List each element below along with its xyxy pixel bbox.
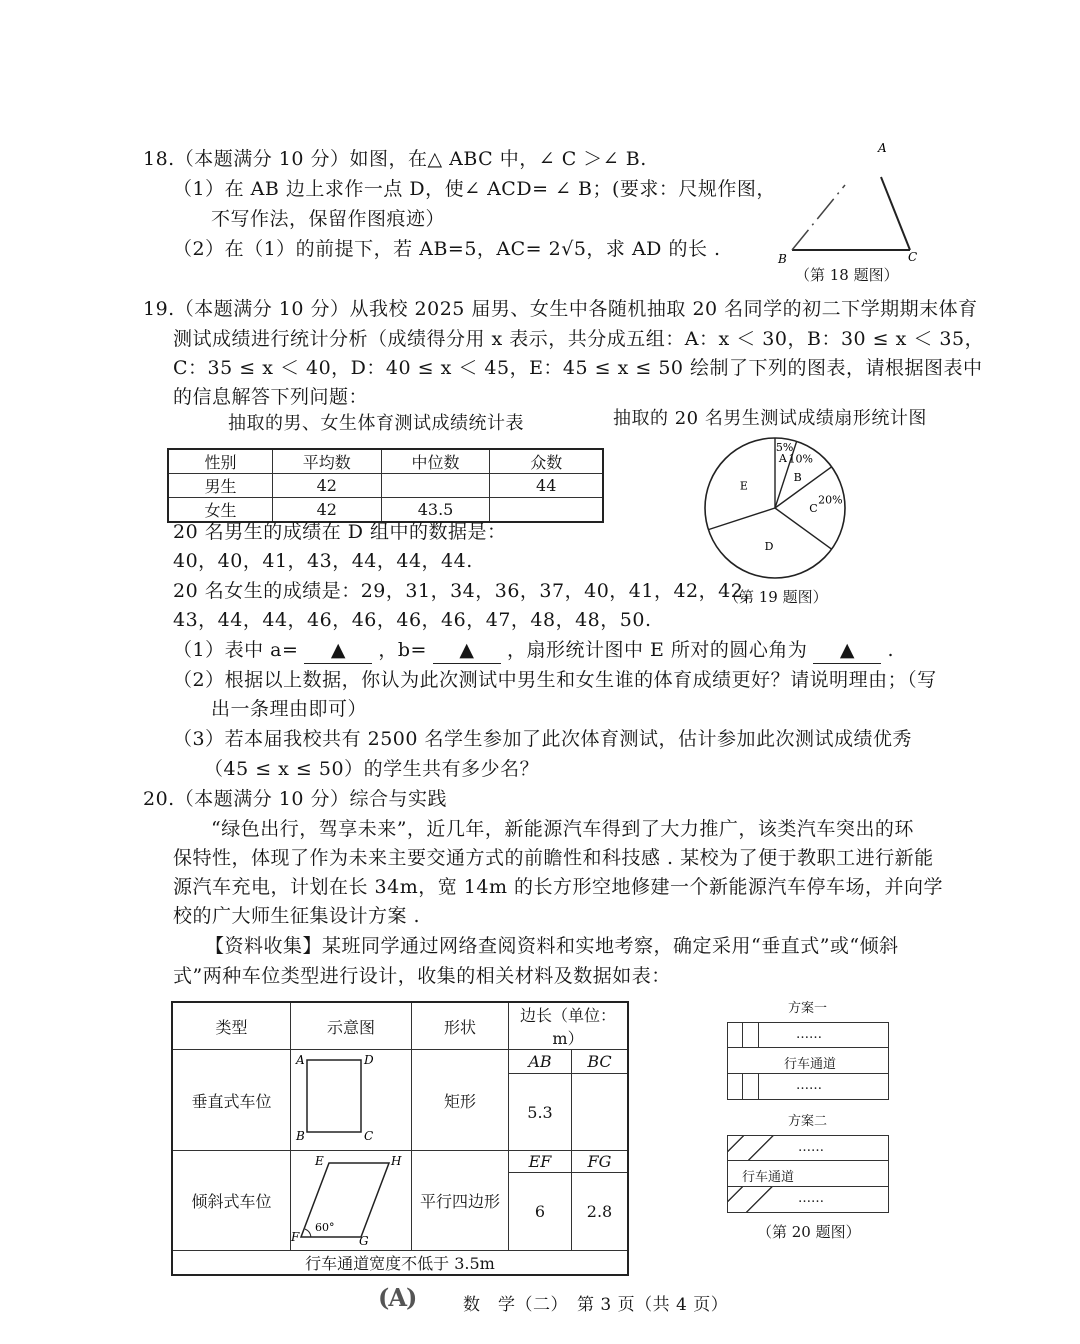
q19-pie-title: 抽取的 20 名男生测试成绩扇形统计图 [613,408,927,429]
parallelogram-diagram [291,1153,411,1245]
table-cell [490,498,603,523]
plan2-dots-top: …… [798,1140,824,1155]
table-cell [381,474,490,498]
parking-spec-table [171,1001,629,1276]
value-ab: 5.3 [509,1074,572,1151]
svg-text:60°: 60° [315,1220,335,1234]
pie-chart [700,433,850,583]
plan1-diagram [727,1022,889,1100]
d-group-data: 40，40，41，43，44，44，44. [173,550,473,572]
q18-part1-line1: （1）在 AB 边上求作一点 D，使∠ ACD= ∠ B；(要求：尺规作图， [173,178,776,200]
table-header-row [168,449,603,474]
table-cell: 42 [272,498,381,523]
plan2-diagram [727,1135,889,1213]
pie-slice-boundary-D [775,508,832,549]
q19-part1 [173,637,894,664]
q19-stem-line2: 测试成绩进行统计分析（成绩得分用 x 表示，共分成五组：A：x ＜ 30，B：30 ≤ x ＜ 35， [173,328,985,350]
table-cell: 42 [272,474,381,498]
page-footer-info: 数 学（二） 第 3 页（共 4 页） [463,1295,729,1315]
q18-part1-line2: 不写作法，保留作图痕迹） [211,208,446,230]
d-group-intro: 20 名男生的成绩在 D 组中的数据是： [173,521,507,543]
publisher-logo: (A) [378,1283,417,1312]
type-slanted: 倾斜式车位 [172,1151,291,1251]
svg-text:C: C [364,1129,374,1143]
rectangle-diagram [291,1050,411,1146]
shape-parallelogram: 平行四边形 [412,1151,509,1251]
side-ab [792,185,845,250]
score-stats-table [167,448,604,523]
vertex-a-label: A [878,141,887,155]
plan1-lane: 行车通道 [784,1057,837,1072]
pie-slice-label-B: B [793,470,802,484]
table-header: 边长（单位：m） [509,1002,629,1050]
plan1-title: 方案一 [788,1001,828,1016]
svg-text:A: A [296,1053,305,1067]
answer-blank-b[interactable]: ▲ [433,637,501,664]
type-vertical: 垂直式车位 [172,1050,291,1151]
table-cell: 女生 [168,498,272,523]
pie-slice-label-D: D [764,540,774,554]
q19-part2-line2: 出一条理由即可） [211,698,368,720]
q20-para1-line1: “绿色出行，驾享未来”，近几年，新能源汽车得到了大力推广，该类汽车突出的环 [211,818,914,840]
q18-part2: （2）在（1）的前提下，若 AB=5，AC= 2√5，求 AD 的长 . [173,238,721,260]
p1-text-a: （1）表中 a= [173,639,299,661]
table-row [172,1050,628,1074]
girls-scores-line2: 43，44，44，46，46，46，46，47，48，48，50. [173,609,652,631]
p1-text-c: ，扇形统计图中 E 所对的圆心角为 [506,639,808,661]
table-header: 类型 [172,1002,291,1050]
table-header: 形状 [412,1002,509,1050]
svg-text:F: F [291,1229,300,1244]
q19-stem-line3: C：35 ≤ x ＜ 40，D：40 ≤ x ＜ 45，E：45 ≤ x ≤ 50 绘制了下列的图表，请根据图表中 [173,357,983,379]
table-cell: 男生 [168,474,272,498]
q19-table-title: 抽取的男、女生体育测试成绩统计表 [228,413,524,434]
plan1-dots-top: …… [796,1027,822,1042]
vertex-c-label: C [908,250,918,264]
svg-text:D: D [364,1053,374,1067]
diagram-rectangle-cell [291,1050,412,1151]
q20-para1-line4: 校的广大师生征集设计方案 . [173,905,421,927]
answer-blank-angle[interactable]: ▲ [813,637,881,664]
q19-part3-line2: （45 ≤ x ≤ 50）的学生共有多少名？ [204,758,540,780]
p1-text-b: ，b= [378,639,427,661]
pie-slice-label-E: E [739,479,748,493]
q19-stem-line1: 19.（本题满分 10 分）从我校 2025 届男、女生中各随机抽取 20 名同学的初二下学期期末体育 [143,298,978,320]
plan1-dots-bottom: …… [796,1078,822,1093]
sub-header-ab: AB [509,1050,572,1074]
q20-caption: （第 20 题图） [757,1223,861,1241]
pie-slice-boundary-E [708,508,775,530]
q20-para1-line2: 保特性，体现了作为未来主要交通方式的前瞻性和科技感 . 某校为了便于教职工进行新能 [173,847,934,869]
value-bc [572,1074,629,1151]
sub-header-ef: EF [509,1151,572,1173]
q20-para2-line1: 【资料收集】某班同学通过网络查阅资料和实地考察，确定采用“垂直式”或“倾斜 [205,935,899,957]
triangle-figure [770,135,930,285]
table-header: 众数 [490,449,603,474]
table-header: 性别 [168,449,272,474]
plan2-dots-bottom: …… [798,1191,824,1206]
plan2-lane: 行车通道 [742,1170,795,1185]
answer-blank-a[interactable]: ▲ [304,637,372,664]
q18-caption: （第 18 题图） [795,266,899,284]
table-header: 平均数 [272,449,381,474]
table-header-row [172,1002,628,1050]
plan2-title: 方案二 [788,1114,828,1129]
girls-scores-line1: 20 名女生的成绩是：29，31，34，36，37，40，41，42，42， [173,580,763,602]
q20-para2-line2: 式”两种车位类型进行设计，收集的相关材料及数据如表： [173,965,671,987]
svg-text:E: E [315,1153,324,1168]
value-fg: 2.8 [572,1173,629,1251]
vertex-b-label: B [778,252,787,266]
table-footer-row [172,1251,628,1276]
q19-pie-caption: （第 19 题图） [724,588,828,606]
svg-text:H: H [391,1153,402,1168]
q19-part3-line1: （3）若本届我校共有 2500 名学生参加了此次体育测试，估计参加此次测试成绩优秀 [173,728,913,750]
table-row [168,474,603,498]
svg-text:B: B [296,1129,305,1143]
lane-width-note: 行车通道宽度不低于 3.5m [172,1251,628,1276]
table-cell: 44 [490,474,603,498]
table-row [172,1151,628,1173]
q20-stem: 20.（本题满分 10 分）综合与实践 [143,788,447,810]
table-header: 示意图 [291,1002,412,1050]
table-cell: 43.5 [381,498,490,523]
pie-slice-percent-B: 10% [788,452,814,466]
pie-slice-label-A: A [778,452,787,466]
q18-stem: 18.（本题满分 10 分）如图，在△ ABC 中，∠ C ＞∠ B. [143,148,647,170]
value-ef: 6 [509,1173,572,1251]
svg-text:G: G [359,1233,369,1245]
table-header: 中位数 [381,449,490,474]
sub-header-bc: BC [572,1050,629,1074]
side-ac [881,177,910,250]
shape-rectangle: 矩形 [412,1050,509,1151]
pie-slice-percent-A: 5% [775,441,794,455]
diagram-parallelogram-cell [291,1151,412,1251]
sub-header-fg: FG [572,1151,629,1173]
pie-slice-label-C: C [809,502,818,515]
p1-text-end: . [887,639,894,661]
q19-part2-line1: （2）根据以上数据，你认为此次测试中男生和女生谁的体育成绩更好？请说明理由；（写 [173,669,937,691]
q20-para1-line3: 源汽车充电，计划在长 34m，宽 14m 的长方形空地修建一个新能源汽车停车场，并向学 [173,876,944,898]
q19-stem-line4: 的信息解答下列问题： [173,386,369,408]
pie-slice-percent-C: 20% [818,493,843,507]
